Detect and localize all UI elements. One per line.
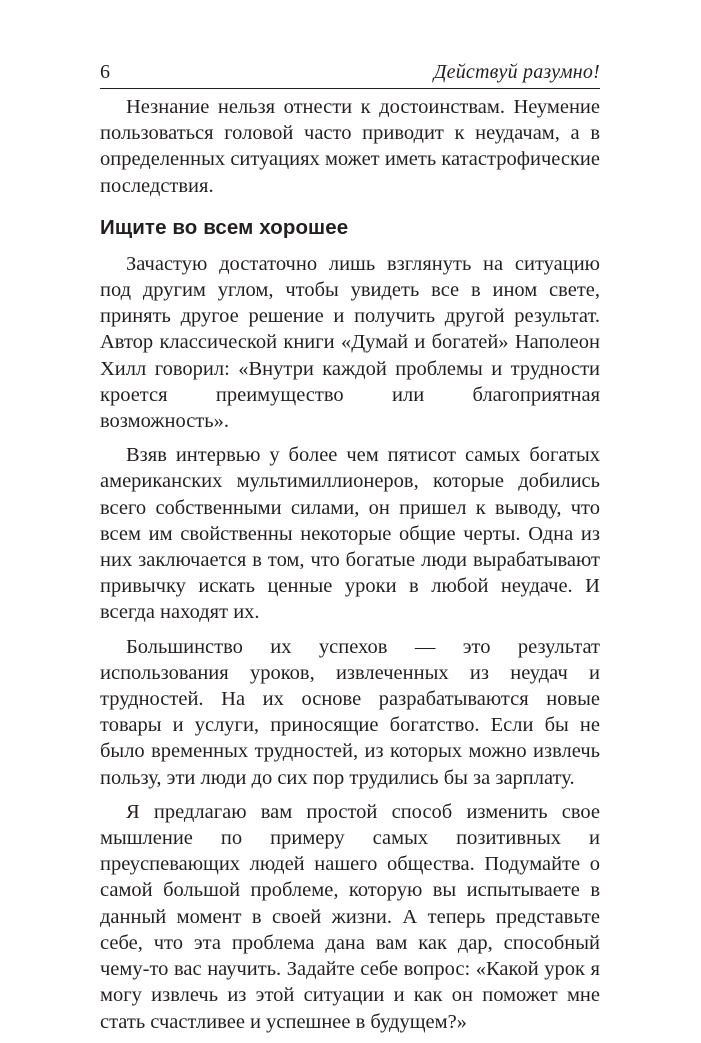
paragraph-2: Взяв интервью у более чем пятисот самых богатых американских мультимиллионеров, которые добились всего собственными силами, он пришел к выводу, что всем им свойственны некоторые общие черты. Одна из них заключается в том, что богатые люди вырабатывают привычку искать ценные уроки в любой неудаче. И всегда находят их.	[100, 444, 600, 624]
intro-paragraph: Незнание нельзя отнести к достоинствам. Неумение пользоваться головой часто приводит к неудачам, а в определенных ситуациях может иметь катастрофические последствия.	[100, 96, 600, 197]
section-heading: Ищите во всем хорошее	[100, 215, 349, 239]
paragraph-4: Я предлагаю вам простой способ изменить свое мышление по примеру самых позитивных и преуспевающих людей нашего общества. Подумайте о самой большой проблеме, которую вы испытываете в данный момент в своей жизни. А теперь представьте себе, что эта проблема дана вам как дар, способный чему-то вас научить. Задайте себе вопрос: «Какой урок я могу извлечь из этой ситуации и как он поможет мне стать счастливее и успешнее в будущем?»	[100, 800, 600, 1033]
paragraph-3: Большинство их успехов — это результат использования уроков, извлеченных из неудач и трудностей. На их основе разрабатываются новые товары и услуги, приносящие богатство. Если бы не было временных трудностей, из которых можно извлечь пользу, эти люди до сих пор трудились бы за зарплату.	[100, 635, 600, 789]
page-number: 6	[100, 61, 110, 83]
book-title: Действуй разумно!	[433, 61, 600, 83]
body-text	[100, 94, 600, 1043]
paragraph-1: Зачастую достаточно лишь взглянуть на ситуацию под другим углом, чтобы увидеть все в ином свете, принять другое решение и получить другой результат. Автор классической книги «Думай и богатей» Наполеон Хилл говорил: «Внутри каждой проблемы и трудности кроется преимущество или благоприятная возможность».	[100, 252, 600, 433]
running-header	[100, 58, 600, 86]
header-rule	[100, 88, 600, 89]
